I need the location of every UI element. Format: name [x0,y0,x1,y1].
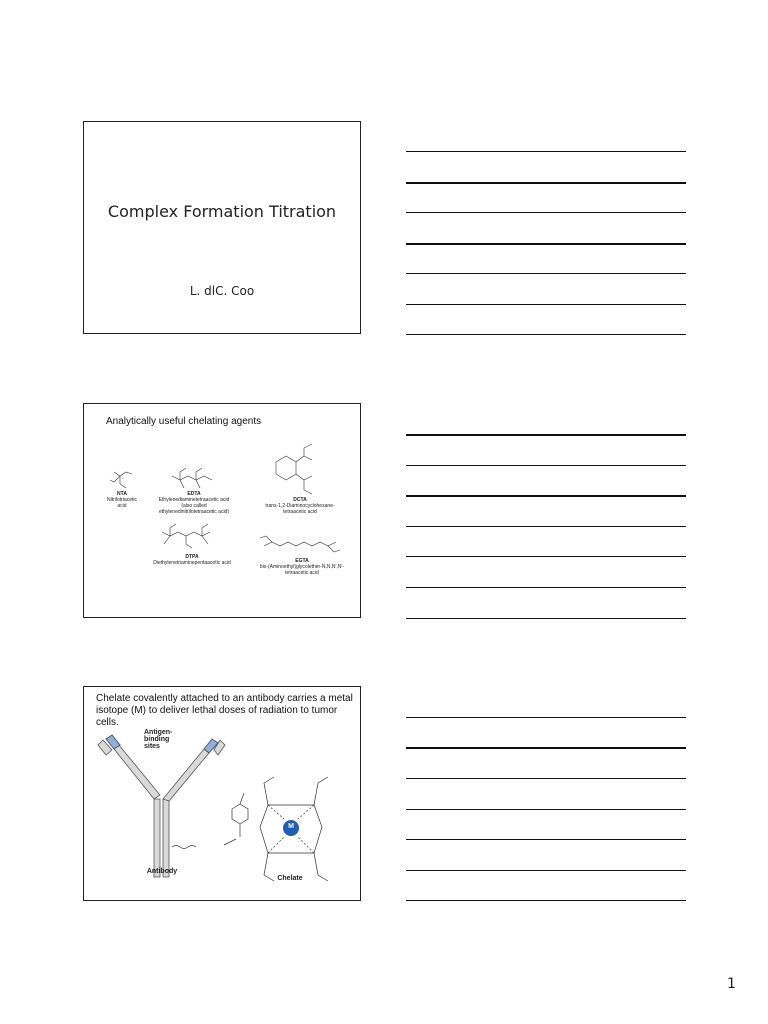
dtpa-name: Diethylenetriaminepentaacetic acid [153,560,231,566]
slide-2 [83,403,361,618]
nta-name: Nitrilotriacetic acid [106,497,137,509]
page-number: 1 [727,976,736,992]
egta-name-1: bis-(Aminoethyl)glycolether-N,N,N',N'- [259,564,345,570]
edta-name-2: (also called [181,503,207,509]
edta-name-1: Ethylenediaminetetraacetic acid [158,497,230,503]
egta-name-2: tetraacetic acid [285,570,319,576]
dcta-name-1: trans-1,2-Diaminocyclohexane- [265,503,335,509]
antibody-chelate-diagram [84,687,361,901]
slide-3 [83,686,361,901]
metal-label: M [288,823,294,830]
antigen-label: Antigen-binding sites [144,729,173,750]
dtpa-abbr: DTPA [185,554,199,560]
egta-abbr: EGTA [295,558,309,564]
dcta-abbr: DCTA [293,497,307,503]
antibody-label: Antibody [146,868,178,875]
slide-title: Analytically useful chelating agents [106,416,262,427]
slide-author: L. dlC. Coo [189,284,255,298]
slide-title: Complex Formation Titration [107,202,337,221]
slide-1 [83,121,361,334]
nta-abbr: NTA [117,491,127,497]
edta-name-3: ethylenedinitrilotetraacetic acid) [158,509,230,515]
dcta-name-2: tetraacetic acid [283,509,317,515]
edta-abbr: EDTA [187,491,201,497]
chelate-label: Chelate [277,875,303,882]
slide-title: Chelate covalently attached to an antibody carries a metal isotope (M) to deliver lethal doses of radiation to tumor cells. [96,693,353,728]
